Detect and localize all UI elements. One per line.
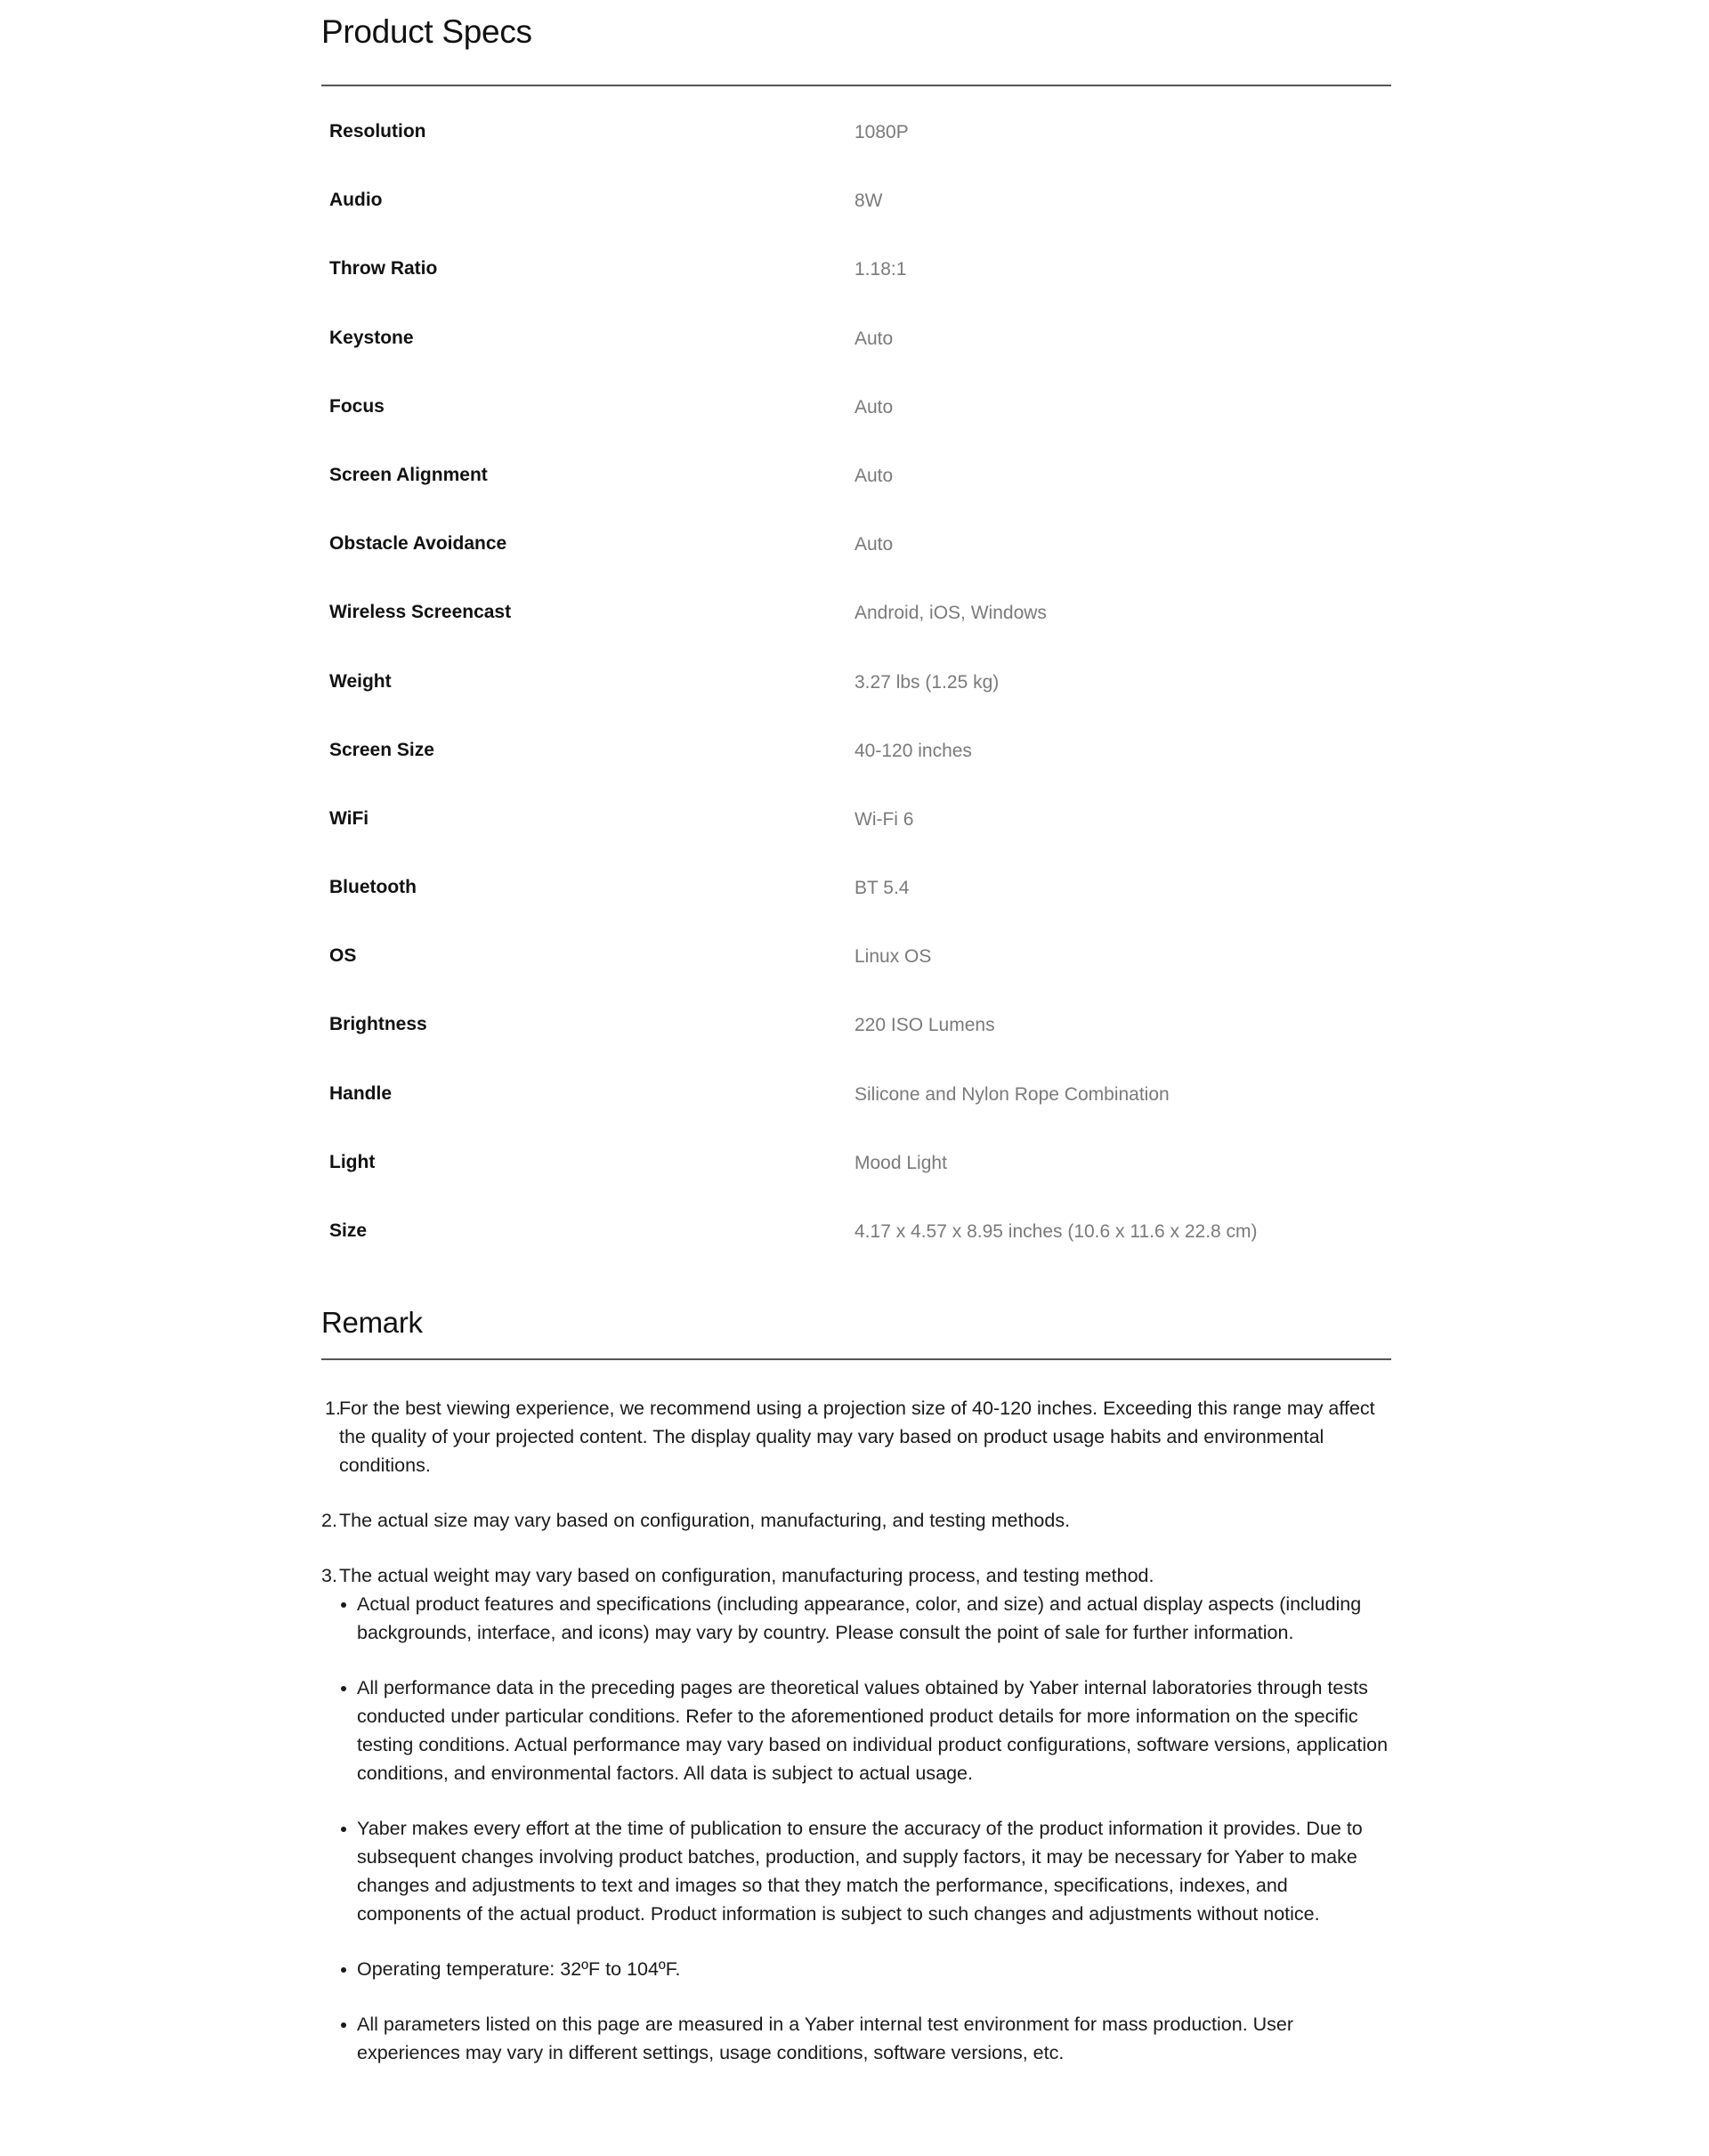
remark-bullet: All performance data in the preceding pages are theoretical values obtained by Yaber internal laboratories through tests conducted under particular conditions. Refer to the aforementioned product details for more information on the specific testing conditions. Actual performance may vary based on individual product configurations, software versions, application conditions, and environmental factors. All data is subject to actual usage. xyxy=(321,1674,1391,1787)
spec-label: Bluetooth xyxy=(329,877,417,898)
spec-label: Screen Size xyxy=(329,739,434,760)
spec-label: Resolution xyxy=(329,121,426,142)
spec-label: Throw Ratio xyxy=(329,258,438,280)
remark-bullet-list xyxy=(321,1590,1391,2067)
remark-text: The actual weight may vary based on configuration, manufacturing process, and testing method. xyxy=(339,1565,1154,1586)
spec-value: Android, iOS, Windows xyxy=(854,603,1047,624)
spec-label: Brightness xyxy=(329,1014,427,1035)
remark-bullet: Actual product features and specifications (including appearance, color, and size) and actual display aspects (including backgrounds, interface, and icons) may vary by country. Please consult the point of sale for further information. xyxy=(321,1590,1391,1647)
spec-label: Handle xyxy=(329,1082,393,1104)
product-specs-section xyxy=(321,0,1391,1282)
spec-value: Mood Light xyxy=(854,1152,947,1173)
spec-row-size xyxy=(321,1213,1391,1282)
spec-value: Wi-Fi 6 xyxy=(854,808,914,830)
spec-row-audio xyxy=(321,182,1391,251)
remark-numbered-list xyxy=(321,1394,1391,1590)
spec-label: Screen Alignment xyxy=(329,464,488,485)
spec-value: 1080P xyxy=(854,122,909,142)
spec-value: 3.27 lbs (1.25 kg) xyxy=(854,671,1000,693)
spec-row-screen-size xyxy=(321,733,1391,801)
spec-value: Auto xyxy=(854,465,894,486)
spec-label: Focus xyxy=(329,395,385,417)
spec-row-weight xyxy=(321,664,1391,733)
spec-label: Light xyxy=(329,1151,376,1172)
spec-table xyxy=(321,114,1391,1282)
spec-value: 4.17 x 4.57 x 8.95 inches (10.6 x 11.6 x 22.8 cm) xyxy=(854,1221,1258,1242)
product-specs-title: Product Specs xyxy=(321,13,532,50)
spec-value: Auto xyxy=(854,396,894,417)
spec-row-throw-ratio xyxy=(321,251,1391,320)
spec-row-keystone xyxy=(321,320,1391,389)
spec-row-handle xyxy=(321,1076,1391,1145)
remark-item-2 xyxy=(321,1506,1391,1535)
spec-value: Auto xyxy=(854,328,894,349)
remark-bullet: Operating temperature: 32ºF to 104ºF. xyxy=(321,1955,1391,1983)
spec-value: 220 ISO Lumens xyxy=(854,1015,995,1036)
spec-value: 1.18:1 xyxy=(854,259,907,280)
spec-value: Silicone and Nylon Rope Combination xyxy=(854,1083,1170,1105)
remark-section xyxy=(321,1287,1391,2067)
spec-label: Keystone xyxy=(329,327,414,348)
spec-label: Audio xyxy=(329,190,383,211)
spec-value: Linux OS xyxy=(854,946,932,968)
remark-number: 2. xyxy=(321,1510,337,1531)
spec-label: WiFi xyxy=(329,807,369,829)
spec-label: Weight xyxy=(329,670,392,692)
spec-row-brightness xyxy=(321,1007,1391,1075)
spec-label: Obstacle Avoidance xyxy=(329,533,507,555)
section-divider xyxy=(321,1358,1391,1360)
remark-title: Remark xyxy=(321,1306,423,1339)
spec-row-os xyxy=(321,938,1391,1007)
spec-row-resolution xyxy=(321,114,1391,182)
spec-row-wifi xyxy=(321,801,1391,870)
spec-value: Auto xyxy=(854,534,894,555)
spec-label: OS xyxy=(329,945,357,967)
remark-bullet: Yaber makes every effort at the time of publication to ensure the accuracy of the product information it provides. Due to subsequent changes involving product batches, production, and supply factors, it may be necessary for Yaber to make changes and adjustments to text and images so that they match the performance, specifications, indexes, and components of the actual product. Product information is subject to such changes and adjustments without notice. xyxy=(321,1814,1391,1928)
remark-number: 1. xyxy=(325,1398,341,1419)
remark-body xyxy=(321,1394,1391,2067)
remark-number: 3. xyxy=(321,1565,337,1586)
remark-item-1 xyxy=(321,1394,1391,1479)
spec-row-screen-alignment xyxy=(321,458,1391,526)
section-divider xyxy=(321,85,1391,86)
spec-label: Wireless Screencast xyxy=(329,602,512,623)
remark-text: The actual size may vary based on configuration, manufacturing, and testing methods. xyxy=(339,1510,1071,1531)
spec-value: 40-120 inches xyxy=(854,740,972,761)
spec-row-obstacle-avoidance xyxy=(321,526,1391,595)
remark-item-3 xyxy=(321,1561,1391,1590)
spec-label: Size xyxy=(329,1220,368,1241)
spec-row-bluetooth xyxy=(321,870,1391,938)
spec-value: 8W xyxy=(854,190,883,212)
spec-row-focus xyxy=(321,389,1391,458)
spec-row-wireless-screencast xyxy=(321,595,1391,663)
remark-bullet: All parameters listed on this page are measured in a Yaber internal test environment for mass production. User experiences may vary in different settings, usage conditions, software versions, etc. xyxy=(321,2010,1391,2067)
spec-row-light xyxy=(321,1145,1391,1213)
remark-text: For the best viewing experience, we recommend using a projection size of 40-120 inches. Exceeding this range may affect the quality of your projected content. The display quality may vary based on product usage habits and environmental conditions. xyxy=(339,1398,1375,1476)
spec-value: BT 5.4 xyxy=(854,878,910,899)
